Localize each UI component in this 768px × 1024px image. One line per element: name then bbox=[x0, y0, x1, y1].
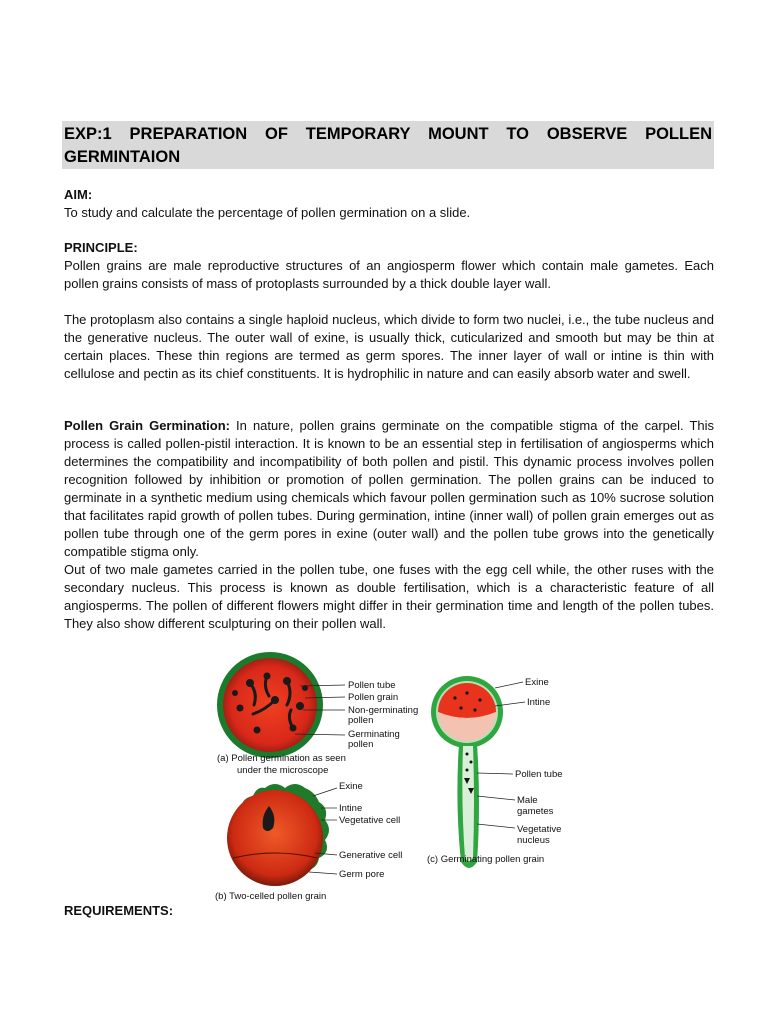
germination-paragraph bbox=[64, 417, 714, 561]
germination-text: In nature, pollen grains germinate on the compatible stigma of the carpel. This process is called pollen-pistil interaction. It is known to be an essential step in fertilisation of angiosperms which determines the compatibility and incompatibility of both pollen and pistil. This dynamic process involves pollen recognition followed by inhibition or promotion of pollen germination. The pollen grains can be induced to germinate in a synthetic medium using chemicals which favour pollen germination such as 10% sucrose solution that facilitates rapid growth of pollen tubes. During germination, intine (inner wall) of pollen grain emerges out as pollen tube through one of the germ pores in exine (outer wall) and the pollen tube grows into the genetically compatible stigma only. bbox=[64, 418, 714, 559]
label-nucleus: nucleus bbox=[517, 835, 550, 846]
fertilisation-paragraph: Out of two male gametes carried in the pollen tube, one fuses with the egg cell while, the other ruses with the secondary nucleus. This process is known as double fertilisation, which is a characteristic feature of all angiosperms. The pollen of different flowers might differ in their germination time and length of the pollen tubes. They also show different sculpturing on their pollen wall. bbox=[64, 562, 714, 631]
label-gametes: gametes bbox=[517, 806, 554, 817]
label-non-germinating: Non-germinating bbox=[348, 705, 419, 716]
label-pollen-grain-a: Pollen grain bbox=[348, 692, 399, 703]
label-generative-cell: Generative cell bbox=[339, 850, 403, 861]
label-germinating: Germinating bbox=[348, 729, 400, 740]
aim-heading: AIM: bbox=[64, 187, 93, 202]
caption-a-line-2: under the microscope bbox=[237, 765, 329, 776]
figure-b-two-celled-grain bbox=[215, 781, 402, 902]
label-pollen-tube-c: Pollen tube bbox=[515, 769, 563, 780]
requirements-heading: REQUIREMENTS: bbox=[64, 903, 174, 918]
principle-paragraph-2: The protoplasm also contains a single haploid nucleus, which divide to form two nuclei, i.e., the tube nucleus and the generative nucleus. The outer wall of exine, is usually thick, cuticularized and smooth but may be thin at certain places. These thin regions are termed as germ spores. The inner layer of wall or intine is thin with cellulose and pectin as its chief constituents. It is hydrophilic in nature and can easily absorb water and swell. bbox=[64, 312, 714, 381]
pollen-figure bbox=[205, 648, 585, 904]
figure-c-germinating-grain bbox=[427, 676, 563, 868]
germination-heading: Pollen Grain Germination: bbox=[64, 418, 230, 433]
label-exine-b: Exine bbox=[339, 781, 363, 792]
caption-a-line-1: (a) Pollen germination as seen bbox=[217, 753, 346, 764]
label-pollen-tube-a: Pollen tube bbox=[348, 680, 396, 691]
label-intine-b: Intine bbox=[339, 803, 363, 814]
label-exine-c: Exine bbox=[525, 677, 549, 688]
experiment-title-line-1: EXP:1 PREPARATION OF TEMPORARY MOUNT TO OBSERVE POLLEN bbox=[64, 125, 712, 143]
label-vegetative: Vegetative bbox=[517, 824, 562, 835]
label-vegetative-cell: Vegetative cell bbox=[339, 815, 401, 826]
figure-a-microscope-view bbox=[217, 652, 418, 776]
caption-b: (b) Two-celled pollen grain bbox=[215, 891, 327, 902]
label-germinating-pollen: pollen bbox=[348, 739, 374, 750]
experiment-title-line-2: GERMINTAION bbox=[64, 148, 181, 166]
label-germ-pore: Germ pore bbox=[339, 869, 385, 880]
label-intine-c: Intine bbox=[527, 697, 551, 708]
label-male: Male bbox=[517, 795, 538, 806]
principle-heading: PRINCIPLE: bbox=[64, 240, 138, 255]
caption-c: (c) Germinating pollen grain bbox=[427, 854, 545, 865]
aim-text: To study and calculate the percentage of pollen germination on a slide. bbox=[64, 205, 471, 220]
label-non-germinating-pollen: pollen bbox=[348, 715, 374, 726]
experiment-title-box bbox=[62, 121, 714, 169]
principle-paragraph-1: Pollen grains are male reproductive structures of an angiosperm flower which contain male gametes. Each pollen grains consists of mass of protoplasts surrounded by a thick double layer wall. bbox=[64, 258, 714, 291]
